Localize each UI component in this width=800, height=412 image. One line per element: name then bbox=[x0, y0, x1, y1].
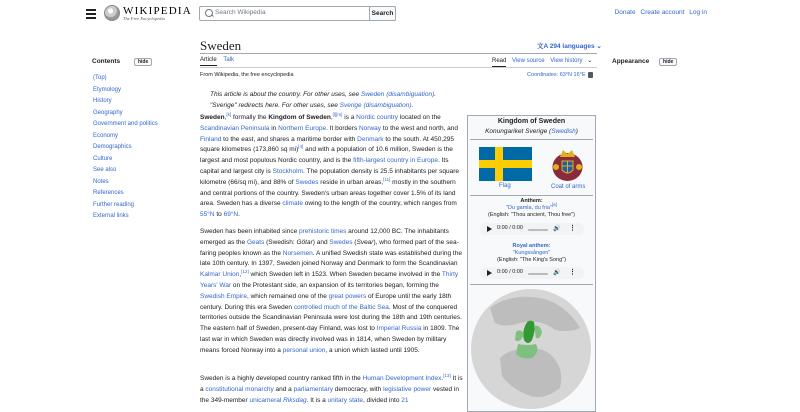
royal-anthem-english: (English: "The King's Song") bbox=[497, 257, 566, 263]
tab-view-history[interactable]: View history bbox=[550, 58, 583, 64]
disambiguation-link[interactable]: Sweden (disambiguation) bbox=[360, 91, 435, 98]
article-link[interactable]: Kalmar Union bbox=[200, 271, 240, 279]
more-options-icon[interactable]: ⋮ bbox=[569, 225, 576, 232]
audio-time: 0:00 / 0:00 bbox=[497, 225, 523, 231]
royal-anthem-label[interactable]: Royal anthem: bbox=[512, 243, 551, 249]
toc-item[interactable]: Notes bbox=[93, 178, 109, 185]
article-link[interactable]: parliamentary bbox=[293, 385, 333, 393]
coat-of-arms-caption[interactable]: Coat of arms bbox=[551, 184, 586, 190]
article-link[interactable]: Stockholm bbox=[272, 167, 303, 175]
article-link[interactable]: Human Development Index bbox=[362, 375, 442, 382]
lock-icon[interactable] bbox=[588, 72, 593, 78]
more-options-icon[interactable]: ⋮ bbox=[569, 269, 576, 276]
toc-item[interactable]: Culture bbox=[93, 155, 113, 162]
footnote-link[interactable]: [l][m] bbox=[332, 111, 343, 117]
article-link[interactable]: constitutional monarchy bbox=[205, 385, 274, 393]
toc-list bbox=[93, 73, 158, 223]
title-divider bbox=[200, 53, 597, 54]
royal-anthem-audio-player[interactable] bbox=[480, 267, 584, 279]
hatnote bbox=[210, 89, 470, 111]
royal-anthem-link[interactable]: "Kungssången" bbox=[512, 250, 551, 256]
coat-of-arms-image[interactable] bbox=[551, 145, 584, 183]
create-account-link[interactable]: Create account bbox=[640, 9, 685, 16]
translate-icon: 文A bbox=[537, 43, 548, 50]
volume-icon[interactable]: 🔊 bbox=[553, 270, 561, 276]
article-link[interactable]: Denmark bbox=[357, 135, 384, 143]
wikipedia-wordmark[interactable]: WIKIPEDIA bbox=[123, 5, 192, 17]
toc-title bbox=[92, 58, 152, 66]
article-link[interactable]: Scandinavian Peninsula bbox=[200, 124, 270, 132]
search-icon bbox=[205, 9, 213, 17]
appearance-title-text: Appearance bbox=[612, 58, 650, 65]
tab-talk[interactable]: Talk bbox=[223, 57, 235, 63]
article-link[interactable]: climate bbox=[282, 200, 303, 208]
toc-item[interactable]: History bbox=[93, 98, 112, 104]
volume-icon[interactable]: 🔊 bbox=[553, 226, 561, 232]
language-button[interactable] bbox=[537, 41, 602, 50]
tab-article[interactable]: Article bbox=[200, 57, 217, 66]
toc-item[interactable]: (Top) bbox=[93, 75, 107, 81]
article-link[interactable]: controlled much of the Baltic Sea bbox=[293, 303, 389, 311]
article-link[interactable]: Norsemen bbox=[282, 249, 313, 257]
hatnote-text: "Sverige" redirects here. For other uses, see bbox=[210, 102, 340, 109]
article-link[interactable]: Swedes bbox=[295, 178, 319, 186]
infobox-divider bbox=[470, 139, 593, 140]
article-link[interactable]: prehistoric times bbox=[299, 228, 347, 235]
article-link[interactable]: 69°N bbox=[223, 211, 239, 219]
infobox-native-name bbox=[467, 128, 596, 135]
infobox-divider bbox=[470, 284, 593, 285]
article-link[interactable]: fifth-largest country in Europe bbox=[353, 157, 438, 165]
article-link[interactable]: 21 bbox=[401, 396, 409, 404]
toc-item[interactable]: Government and politics bbox=[93, 121, 158, 127]
infobox-divider bbox=[470, 195, 593, 196]
footnote-link[interactable]: [k] bbox=[226, 111, 232, 117]
language-count: 294 languages bbox=[549, 43, 595, 50]
main-menu-icon[interactable] bbox=[86, 9, 96, 18]
more-options-icon[interactable]: ⌄ bbox=[587, 58, 593, 64]
anthem-audio-player[interactable] bbox=[480, 223, 584, 235]
play-icon[interactable] bbox=[487, 226, 492, 232]
royal-anthem-name bbox=[467, 250, 596, 256]
article-link[interactable]: Geats bbox=[246, 238, 265, 246]
page-title: Sweden bbox=[200, 38, 242, 53]
audio-progress-bar[interactable] bbox=[528, 229, 548, 231]
site-subtitle: From Wikipedia, the free encyclopedia bbox=[200, 72, 294, 78]
lead-paragraph-1: Sweden,[k] formally the Kingdom of Sweden,[l][m] is a Nordic country located on the Scandinavian Peninsula in Northern Europe. It borders Norway to the west and north, and Finland to the east, and shares a maritime border with Denmark to the south. At 450,295 square kilometres (173,860 sq mi)[4] and with a population of 10.6 million, Sweden is the largest and most populous Nordic country, and is the fifth-largest country in Europe. Its capital and largest city is Stockholm. The population density is 25.5 inhabitants per square kilometre (66/sq mi), and 88% of Swedes reside in urban areas,[11] mostly in the southern and central portions of the country. Sweden's urban areas together cover 1.5% of its land area. Sweden has a diverse climate owing to the length of the country, which ranges from 55°N to 69°N. bbox=[200, 111, 459, 219]
article-link[interactable]: Nordic country bbox=[356, 114, 399, 121]
appearance-hide-button[interactable]: hide bbox=[659, 58, 677, 66]
audio-time: 0:00 / 0:00 bbox=[497, 269, 523, 275]
play-icon[interactable] bbox=[487, 270, 492, 276]
toc-item[interactable]: Geography bbox=[93, 109, 123, 116]
footnote-link[interactable]: [12] bbox=[241, 269, 249, 275]
article-link[interactable]: Finland bbox=[200, 135, 222, 143]
lead-paragraph-2: Sweden has been inhabited since prehistoric times around 12,000 BC. The inhabitants emerged as the Geats (Swedish: Götar) and Swedes (Svear), who formed part of the sea-faring peoples known as the Norsemen. A unified Swedish state was established during the late 10th century. In 1397, Sweden joined Norway and Denmark to form the Scandinavian Kalmar Union,[12] which Sweden left in 1523. When Sweden became involved in the Thirty Years' War on the Protestant side, an expansion of its territories began, forming the Swedish Empire, which remained one of the great powers of Europe until the early 18th century. During this era Sweden controlled much of the Baltic Sea. Most of the conquered territories outside the Scandinavian Peninsula were lost during the 18th and 19th centuries. The eastern half of Sweden, present-day Finland, was lost to Imperial Russia in 1809. The last war in which Sweden was directly involved was in 1814, when Sweden by military means forced Norway into a personal union, a union which lasted until 1905. bbox=[200, 228, 462, 354]
swedish-language-link[interactable]: Swedish bbox=[551, 128, 576, 135]
view-tabs bbox=[492, 57, 592, 64]
flag-of-sweden-image[interactable] bbox=[479, 147, 532, 181]
toc-item[interactable]: Further reading bbox=[93, 201, 135, 208]
footnote-link[interactable]: [a] bbox=[551, 202, 557, 208]
article-link[interactable]: 55°N bbox=[200, 211, 215, 219]
tabs-divider bbox=[200, 67, 597, 68]
anthem-english: (English: "Thou ancient, Thou free") bbox=[488, 212, 575, 218]
toc-item[interactable]: See also bbox=[93, 167, 117, 173]
namespace-tabs bbox=[200, 57, 234, 63]
toc-hide-button[interactable]: hide bbox=[134, 58, 152, 66]
footnote-link[interactable]: [13] bbox=[443, 372, 451, 378]
toc-item[interactable]: References bbox=[93, 190, 124, 196]
toc-title-text: Contents bbox=[92, 58, 121, 65]
audio-progress-bar[interactable] bbox=[528, 273, 548, 275]
wikipedia-tagline: The Free Encyclopedia bbox=[123, 16, 165, 21]
article-link[interactable]: Swedish Empire bbox=[200, 292, 247, 300]
chevron-down-icon: ⌄ bbox=[596, 43, 602, 50]
anthem-label: Anthem: bbox=[520, 198, 543, 204]
sverige-disambiguation-link[interactable]: Sverige (disambiguation) bbox=[339, 102, 412, 109]
article-link[interactable]: Norway bbox=[359, 124, 382, 132]
hatnote-text: . bbox=[411, 102, 414, 109]
footnote-link[interactable]: [4] bbox=[298, 144, 304, 150]
article-link[interactable]: Swedes bbox=[329, 238, 353, 246]
footnote-link[interactable]: [11] bbox=[383, 176, 391, 182]
flag-caption[interactable]: Flag bbox=[499, 183, 511, 189]
native-name-text: ) bbox=[575, 128, 578, 135]
anthem-link[interactable]: "Du gamla, du fria" bbox=[506, 205, 552, 211]
search-placeholder: Search Wikipedia bbox=[215, 9, 266, 16]
toc-item[interactable]: Etymology bbox=[93, 86, 122, 93]
native-name-text: Konungariket Sverige ( bbox=[485, 128, 552, 135]
tab-view-source[interactable]: View source bbox=[512, 58, 545, 64]
article-link[interactable]: personal union bbox=[282, 346, 326, 354]
article-link[interactable]: legislative power bbox=[383, 385, 432, 393]
wikipedia-globe-logo[interactable] bbox=[104, 5, 120, 21]
personal-tools bbox=[612, 9, 707, 16]
hatnote-text: . bbox=[434, 91, 437, 98]
article-link[interactable]: great powers bbox=[328, 292, 367, 300]
coordinates-link[interactable]: Coordinates: 63°N 16°E bbox=[527, 72, 586, 78]
donate-link[interactable]: Donate bbox=[614, 9, 636, 16]
infobox-title: Kingdom of Sweden bbox=[497, 118, 566, 125]
article-link[interactable]: Thirty Years' War bbox=[200, 271, 459, 289]
lead-paragraph-3: Sweden is a highly developed country ranked fifth in the Human Development Index.[13] It is a constitutional monarchy and a parliamentary democracy, with legislative power vested in the 349-member unicameral Riksdag. It is a unitary state, divided into 21 bbox=[200, 372, 463, 404]
tab-read[interactable]: Read bbox=[492, 58, 506, 67]
location-map-globe[interactable] bbox=[470, 288, 592, 410]
search-button[interactable]: Search bbox=[369, 6, 396, 21]
article-link[interactable]: unitary state bbox=[327, 396, 363, 404]
article-link[interactable]: Northern Europe bbox=[278, 124, 327, 132]
anthem-name bbox=[467, 202, 596, 211]
article-link[interactable]: unicameral Riksdag bbox=[249, 396, 307, 404]
hatnote-text: This article is about the country. For other uses, see bbox=[210, 91, 361, 98]
toc-item[interactable]: Economy bbox=[93, 132, 119, 139]
toc-item[interactable]: External links bbox=[93, 213, 129, 219]
article-link[interactable]: Imperial Russia bbox=[376, 325, 422, 333]
toc-item[interactable]: Demographics bbox=[93, 144, 132, 150]
appearance-title bbox=[612, 58, 677, 66]
login-link[interactable]: Log in bbox=[689, 9, 707, 16]
